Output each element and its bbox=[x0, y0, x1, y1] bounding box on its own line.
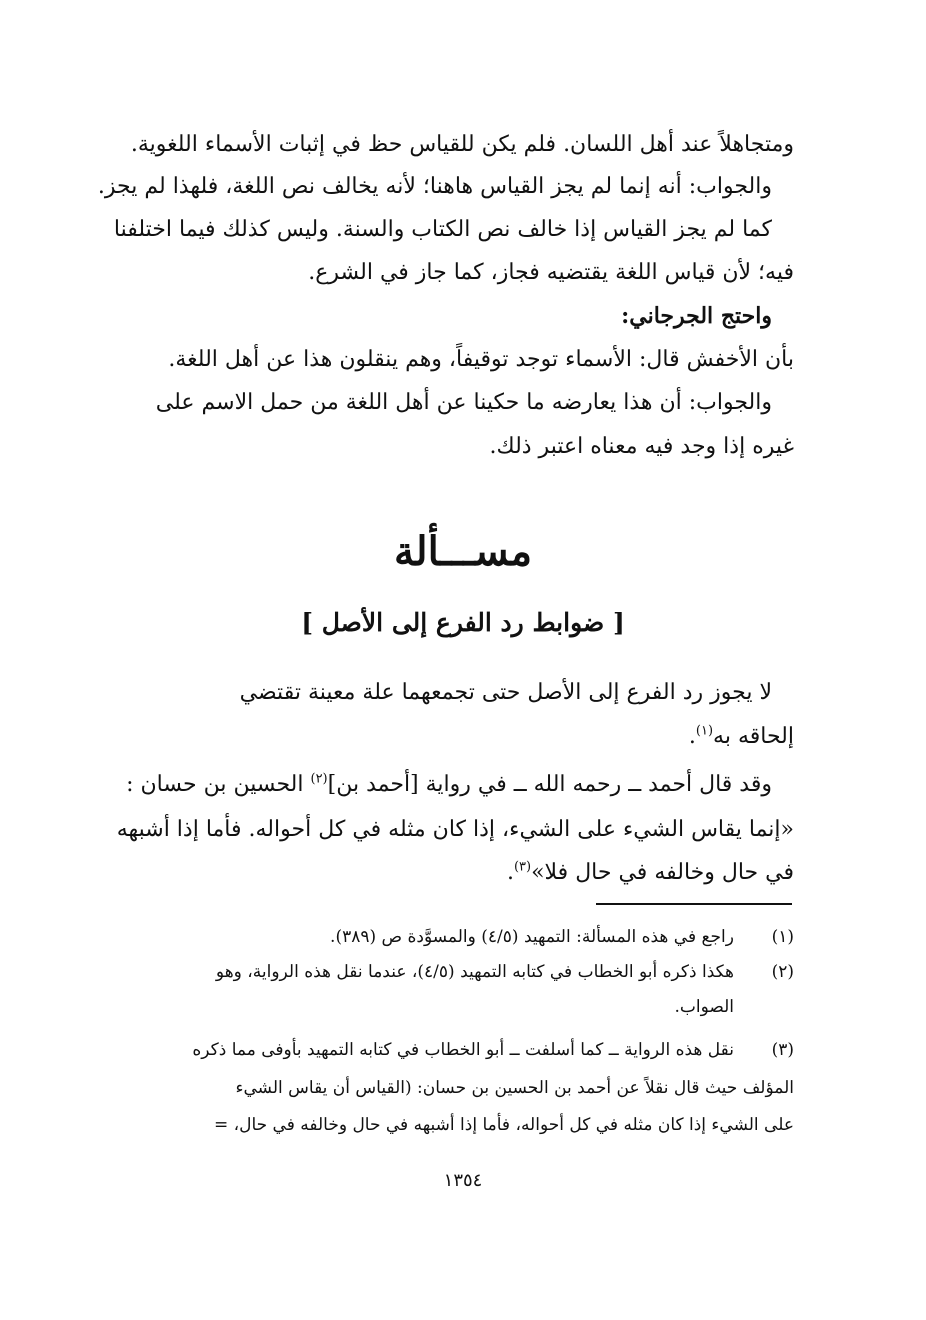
text-line bbox=[689, 720, 794, 753]
footnote-text: راجع في هذه المسألة: التمهيد (٤/٥) والمسوَّدة ص (٣٨٩). bbox=[330, 927, 734, 947]
top-text-block bbox=[97, 128, 794, 488]
text-fragment: الحسين بن حسان : bbox=[126, 772, 304, 797]
text-line: والجواب: أن هذا يعارضه ما حكينا عن أهل اللغة من حمل الاسم على bbox=[155, 390, 772, 415]
footnote-ref: (٣) bbox=[513, 859, 532, 875]
text-fragment: وقد قال أحمد ــ رحمه الله ــ في رواية [أحمد بن] bbox=[327, 772, 772, 797]
footnote-number: (٣) bbox=[771, 1040, 794, 1060]
footnote-text: الصواب. bbox=[674, 997, 734, 1017]
text-line: لا يجوز رد الفرع إلى الأصل حتى تجمعهما علة معينة تقتضي bbox=[239, 680, 772, 705]
text-line: «إنما يقاس الشيء على الشيء، إذا كان مثله في كل أحواله. فأما إذا أشبهه bbox=[116, 817, 794, 842]
text-fragment: في حال وخالفه في حال فلا» bbox=[531, 860, 794, 885]
text-line bbox=[507, 856, 794, 889]
main-text-block bbox=[116, 676, 794, 896]
text-line: ومتجاهلاً عند أهل اللسان. فلم يكن للقياس حظ في إثبات الأسماء اللغوية. bbox=[130, 132, 794, 157]
section-title: مســـألة bbox=[393, 528, 533, 575]
period: . bbox=[688, 724, 696, 749]
footnote-separator bbox=[596, 903, 792, 905]
text-fragment: إلحاقه به bbox=[713, 724, 794, 749]
section-subtitle: [ ضوابط رد الفرع إلى الأصل ] bbox=[301, 608, 625, 637]
footnote-text: على الشيء إذا كان مثله في كل أحواله، فأما إذا أشبهه في حال وخالفه في حال، = bbox=[213, 1115, 794, 1135]
text-line: والجواب: أنه إنما لم يجز القياس هاهنا؛ لأنه يخالف نص اللغة، فلهذا لم يجز. bbox=[97, 174, 772, 199]
page-number: ١٣٥٤ bbox=[443, 1170, 483, 1191]
footnote-number: (١) bbox=[771, 927, 794, 947]
text-line: غيره إذا وجد فيه معناه اعتبر ذلك. bbox=[489, 434, 794, 459]
footnote-text: نقل هذه الرواية ــ كما أسلفت ــ أبو الخطاب في كتابه التمهيد بأوفى مما ذكره bbox=[192, 1040, 734, 1060]
footnote-text: المؤلف حيث قال نقلاً عن أحمد بن الحسين بن حسان: (القياس أن يقاس الشيء bbox=[235, 1078, 794, 1098]
footnote-text: هكذا ذكره أبو الخطاب في كتابه التمهيد (٤/٥)، عندما نقل هذه الرواية، وهو bbox=[215, 962, 734, 982]
footnote-ref: (٢) bbox=[310, 771, 328, 787]
text-line: فيه؛ لأن قياس اللغة يقتضيه فجاز، كما جاز في الشرع. bbox=[308, 260, 794, 285]
text-line bbox=[126, 768, 772, 801]
section-heading: واحتج الجرجاني: bbox=[621, 303, 772, 329]
text-line: بأن الأخفش قال: الأسماء توجد توقيفاً، وهم ينقلون هذا عن أهل اللغة. bbox=[168, 347, 794, 372]
footnote-ref: (١) bbox=[695, 723, 714, 739]
text-line: كما لم يجز القياس إذا خالف نص الكتاب والسنة. وليس كذلك فيما اختلفنا bbox=[113, 217, 772, 242]
period: . bbox=[506, 860, 514, 885]
footnote-number: (٢) bbox=[771, 962, 794, 982]
